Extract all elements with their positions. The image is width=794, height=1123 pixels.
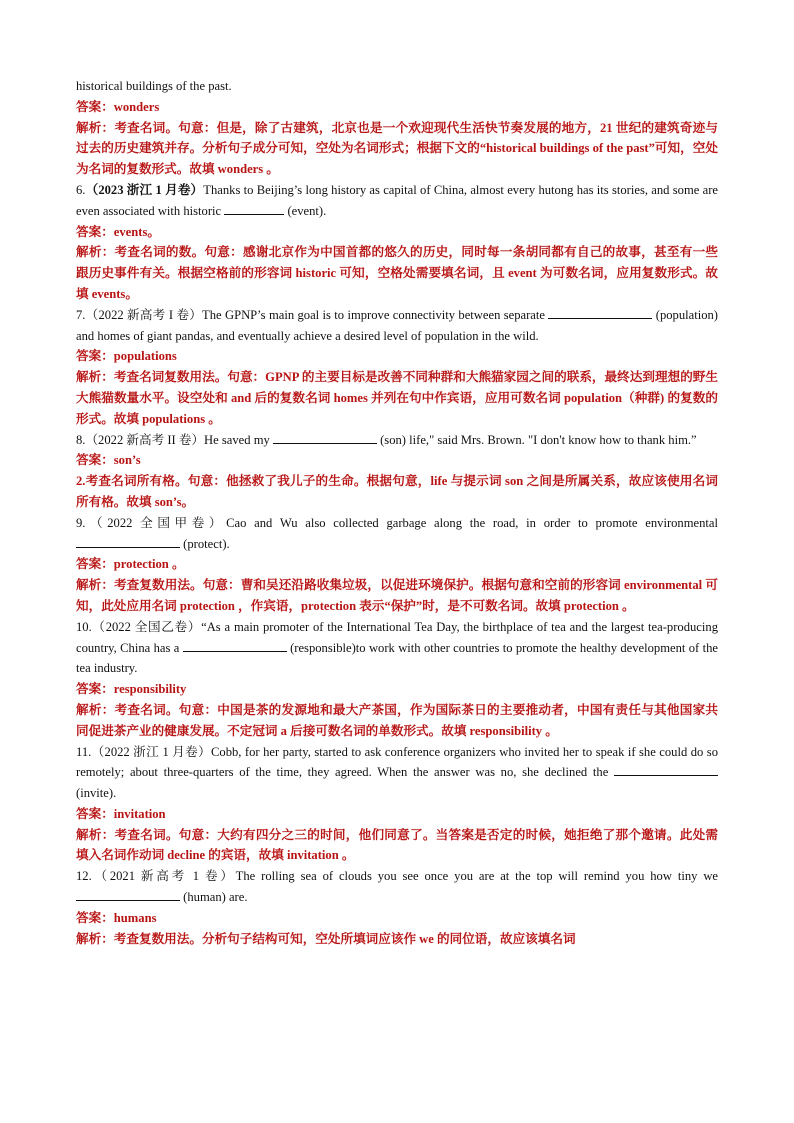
q6-source: （2023 浙江 1 月卷）: [85, 182, 204, 197]
q7-answer-text: populations: [113, 349, 177, 364]
q12-blank[interactable]: [76, 888, 180, 901]
q12-after: (human) are.: [183, 890, 248, 905]
q11-after: (invite).: [76, 786, 117, 801]
analysis-label: 解析：: [76, 370, 114, 385]
q5-answer: [76, 97, 718, 118]
q10-source: （2022 全国乙卷）: [91, 619, 202, 634]
answer-label: 答案：: [76, 453, 114, 468]
q12-answer: [76, 908, 718, 929]
q9-before: Cao and Wu also collected garbage along the road, in order to promote environmental: [226, 515, 718, 530]
q6-analysis-text: 考查名词的数。句意：感谢北京作为中国首都的悠久的历史，同时每一条胡同都有自己的故事，甚至有一些跟历史事件有关。根据空格前的形容词 historic 可知，空格处需要填名词，且 event 为可数名词，应用复数形式。故填 events。: [76, 245, 719, 301]
analysis-label: 解析：: [76, 578, 115, 593]
q11-before: Cobb, for her party, started to ask conference organizers who invited her to speak if she could do so remotely; about three-quarters of the time, they agreed. When the answer was no, she declined the: [76, 744, 718, 780]
analysis-label: 解析：: [76, 931, 114, 946]
q11-question: [76, 742, 718, 804]
q9-answer: [76, 554, 718, 575]
q9-question: [76, 513, 718, 555]
q6-num: 6.: [76, 182, 86, 197]
q12-num: 12.: [76, 869, 92, 884]
answer-label: 答案：: [76, 557, 114, 572]
q8-num: 8.: [76, 432, 86, 447]
analysis-label: 解析：: [76, 245, 115, 260]
q8-answer: [76, 450, 718, 471]
q5-answer-text: wonders: [113, 99, 160, 114]
q10-analysis-text: 考查名词。句意：中国是茶的发源地和最大产茶国，作为国际茶日的主要推动者，中国有责任与其他国家共同促进茶产业的健康发展。不定冠词 a 后接可数名词的单数形式。故填 responsibility 。: [76, 702, 719, 738]
q6-after: (event).: [287, 203, 327, 218]
q10-num: 10.: [76, 619, 92, 634]
answer-label: 答案：: [76, 99, 114, 114]
q5-analysis-text: 考查名词。句意：但是，除了古建筑，北京也是一个欢迎现代生活快节奏发展的地方，21 世纪的建筑奇迹与过去的历史建筑并存。分析句子成分可知，空处为名词形式；根据下文的“historical buildings of the past”可知，空处为名词的复数形式。故填 wonders 。: [76, 120, 718, 177]
q6-question: [76, 180, 718, 222]
q11-num: 11.: [76, 744, 92, 759]
q6-before: Thanks to Beijing’s long history as capital of China, almost every hutong has its stories, and some are even associated with historic: [76, 182, 718, 218]
answer-label: 答案：: [76, 910, 114, 925]
q5-analysis: [76, 118, 718, 180]
q11-analysis-text: 考查名词。句意：大约有四分之三的时间，他们同意了。当答案是否定的时候，她拒绝了那个邀请。此处需填入名词作动词 decline 的宾语，故填 invitation 。: [76, 827, 719, 863]
analysis-label: 解析：: [76, 702, 115, 717]
q12-answer-text: humans: [113, 910, 157, 925]
q8-source: （2022 新高考 II 卷）: [85, 432, 205, 447]
q7-num: 7.: [76, 307, 86, 322]
q12-question: [76, 866, 718, 908]
q9-analysis: [76, 575, 718, 617]
q9-num: 9.: [76, 515, 86, 530]
q10-analysis: [76, 700, 718, 742]
q8-before: He saved my: [204, 432, 270, 447]
q8-answer-text: son’s: [113, 453, 141, 468]
q8-blank[interactable]: [273, 431, 377, 444]
q7-analysis-text: 考查名词复数用法。句意：GPNP 的主要目标是改善不同种群和大熊猫家园之间的联系，最终达到理想的野生大熊猫数量水平。设空处和 and 后的复数名词 homes 并列在句中作宾语，应用可数名词 population（种群) 的复数的形式。故填 populations 。: [76, 370, 719, 426]
document-body: [76, 76, 718, 949]
q11-answer: [76, 804, 718, 825]
q10-after: (responsible)to work with other countries to promote the healthy development of the tea industry.: [76, 640, 718, 676]
q9-answer-text: protection 。: [113, 557, 185, 572]
q8-analysis: [76, 471, 718, 513]
q6-analysis: [76, 242, 718, 304]
answer-label: 答案：: [76, 806, 114, 821]
q12-source: （2021 新高考 1 卷）: [91, 869, 236, 884]
q10-question: [76, 617, 718, 679]
q10-answer: [76, 679, 718, 700]
q6-answer-text: events。: [113, 224, 160, 239]
q6-blank[interactable]: [224, 202, 284, 215]
q12-analysis: [76, 929, 718, 950]
q12-before: The rolling sea of clouds you see once you are at the top will remind you how tiny we: [235, 869, 718, 884]
q11-analysis: [76, 825, 718, 867]
q11-answer-text: invitation: [113, 806, 166, 821]
q8-analysis-text: 2.考查名词所有格。句意：他拯救了我儿子的生命。根据句意，life 与提示词 son 之间是所属关系，故应该使用名词所有格。故填 son’s。: [76, 474, 718, 509]
q10-before: “As a main promoter of the International Tea Day, the birthplace of tea and the largest tea-producing country, China has a: [76, 619, 718, 655]
q8-after: (son) life," said Mrs. Brown. "I don't know how to thank him.”: [380, 432, 697, 447]
q11-blank[interactable]: [614, 763, 718, 776]
q7-before: The GPNP’s main goal is to improve connectivity between separate: [202, 307, 545, 322]
q9-after: (protect).: [183, 536, 230, 551]
intro-line: historical buildings of the past.: [76, 79, 232, 93]
q9-source: （2022 全国甲卷）: [85, 515, 227, 530]
q7-blank[interactable]: [548, 306, 652, 319]
q7-answer: [76, 346, 718, 367]
answer-label: 答案：: [76, 682, 114, 697]
q8-question: [76, 430, 718, 451]
q10-blank[interactable]: [183, 639, 287, 652]
analysis-label: 解析：: [76, 827, 115, 842]
q9-analysis-text: 考查复数用法。句意：曹和吴还沿路收集垃圾，以促进环境保护。根据句意和空前的形容词 environmental 可知，此处应用名词 protection ，作宾语，protection 表示“保护”时，是不可数名词。故填 protection 。: [76, 578, 718, 613]
analysis-label: 解析：: [76, 120, 115, 135]
q6-answer: [76, 222, 718, 243]
answer-label: 答案：: [76, 349, 114, 364]
q12-analysis-text: 考查复数用法。分析句子结构可知，空处所填词应该作 we 的同位语，故应该填名词: [113, 931, 576, 946]
q7-question: [76, 305, 718, 347]
q9-blank[interactable]: [76, 535, 180, 548]
q11-source: （2022 浙江 1 月卷）: [91, 744, 212, 759]
q7-after: (population) and homes of giant pandas, and eventually achieve a desired level of population in the wild.: [76, 307, 719, 343]
q10-answer-text: responsibility: [113, 682, 187, 697]
answer-label: 答案：: [76, 224, 114, 239]
q7-analysis: [76, 367, 718, 429]
q7-source: （2022 新高考 I 卷）: [85, 307, 203, 322]
